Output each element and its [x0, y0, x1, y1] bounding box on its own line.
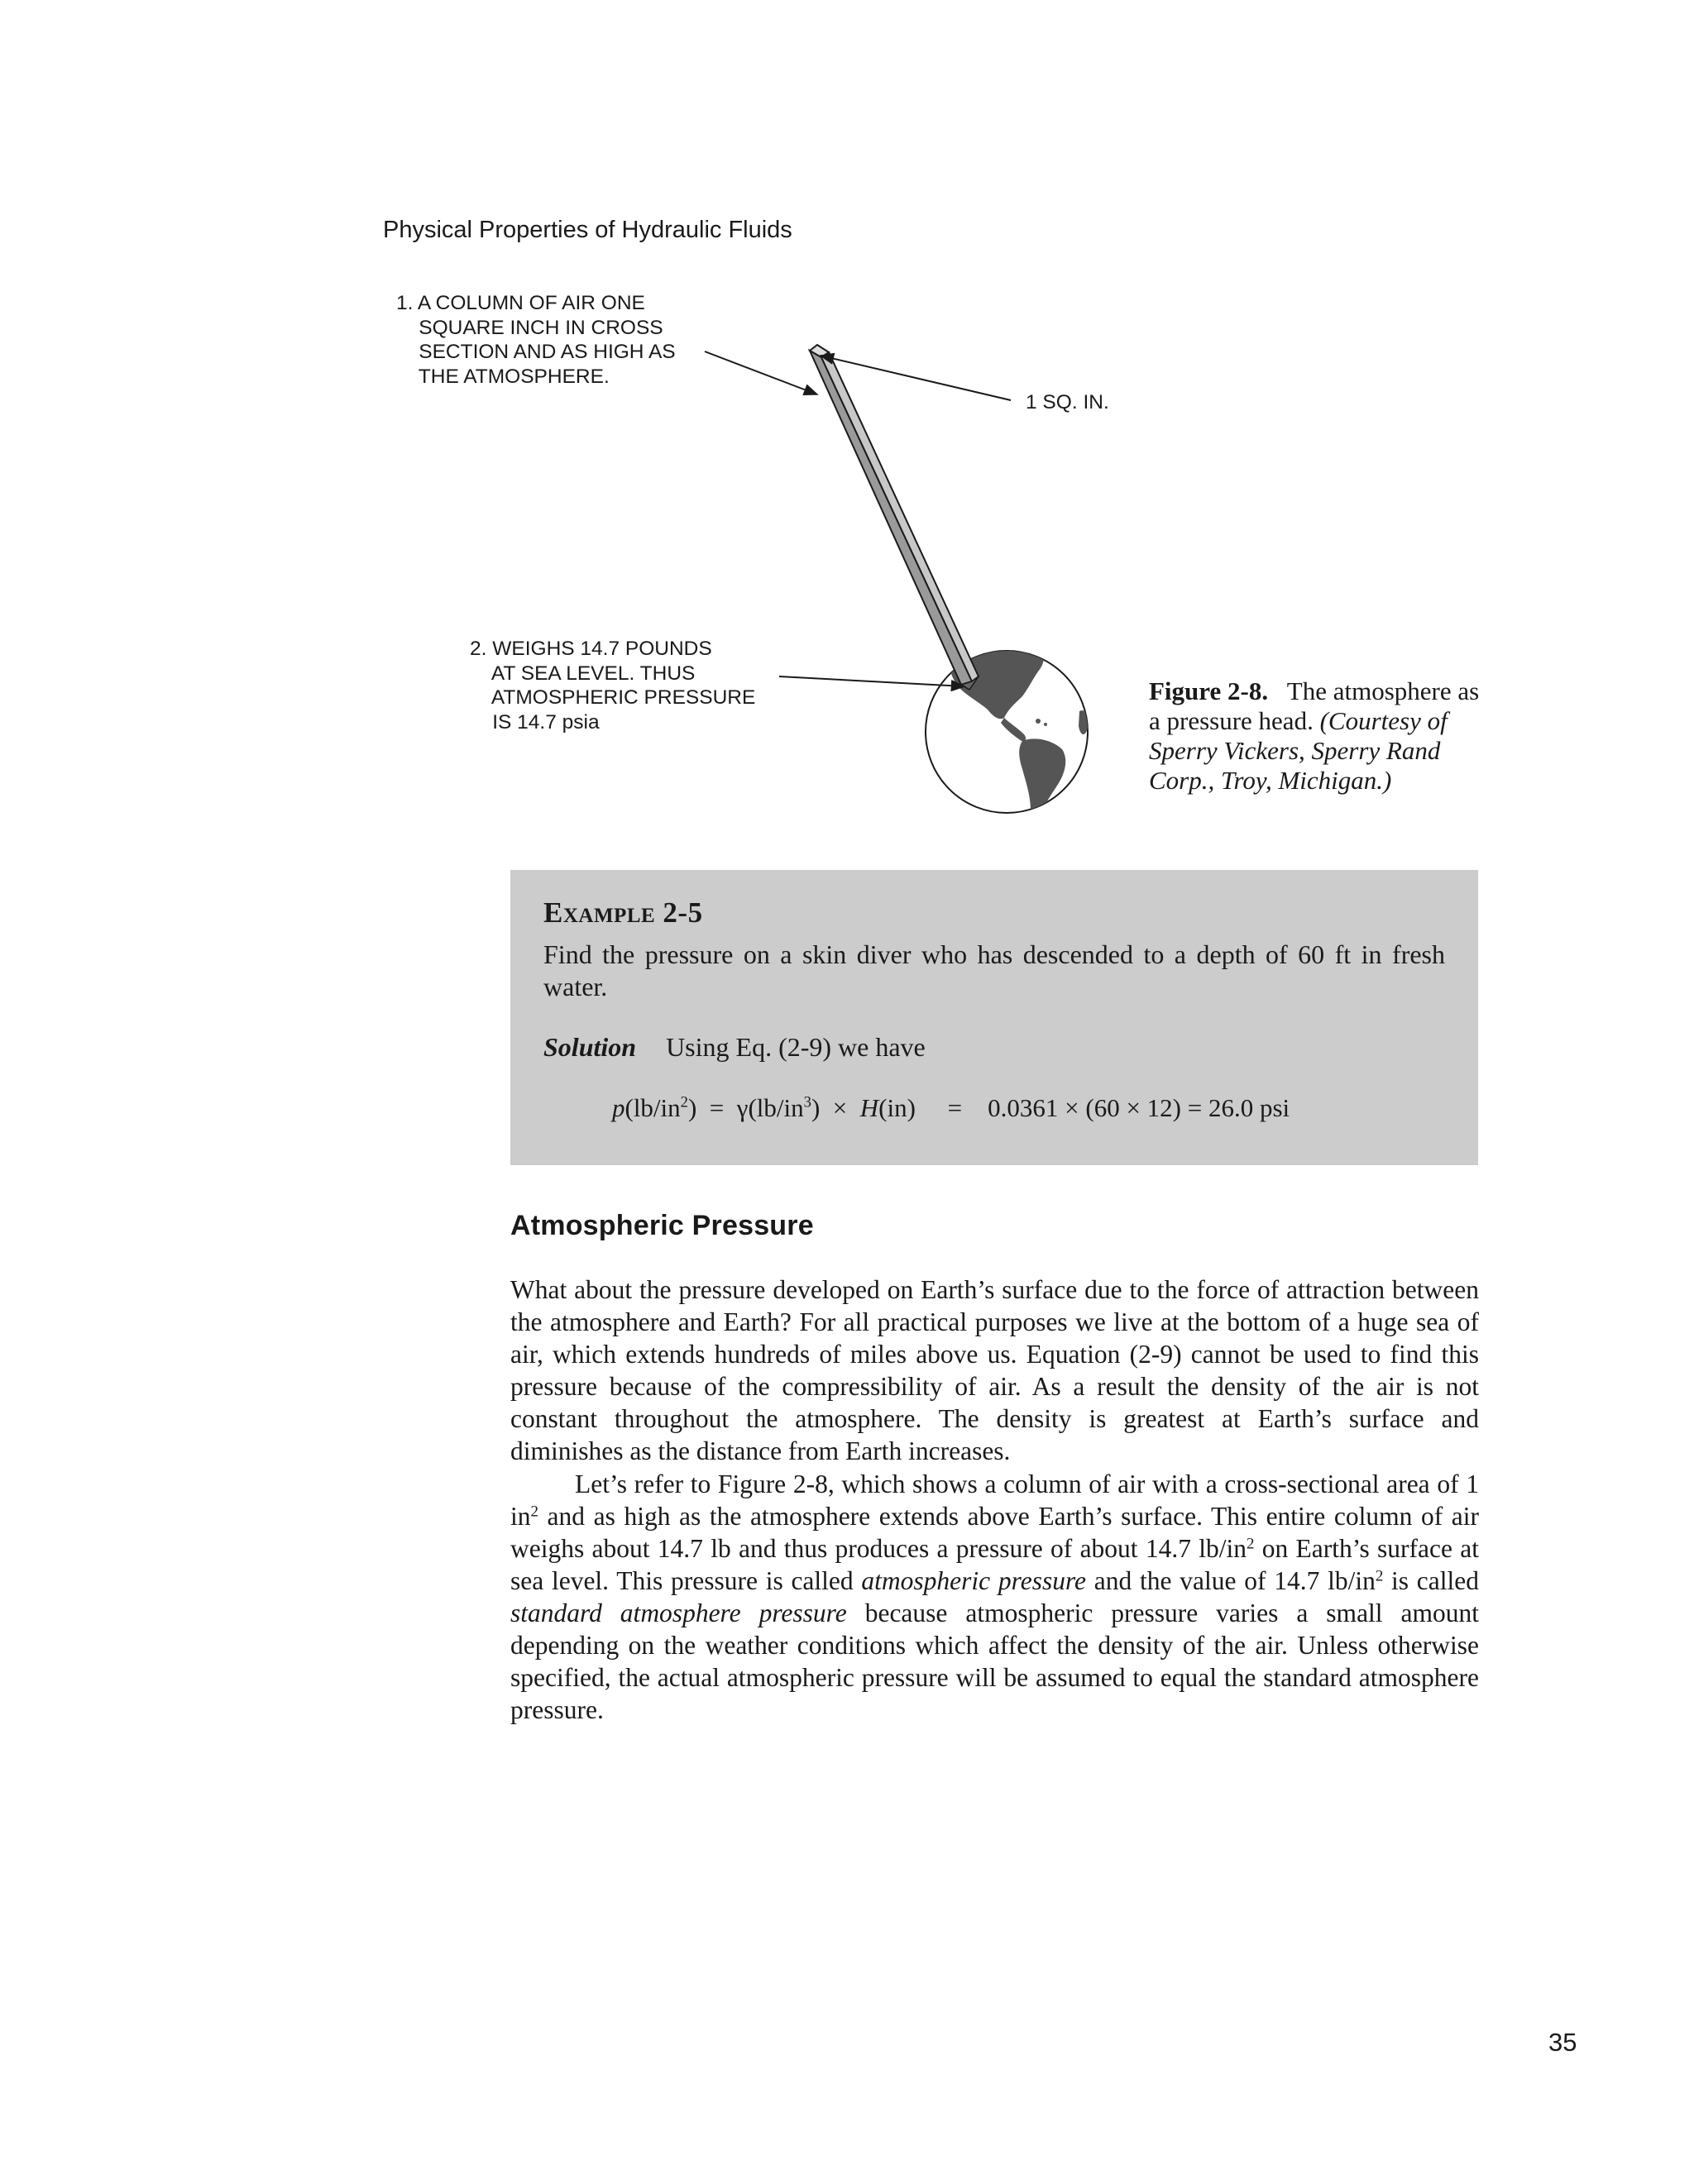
leader-line-2 — [779, 676, 964, 686]
figure-callout-2: 2. WEIGHS 14.7 POUNDS AT SEA LEVEL. THUS ATMOSPHERIC PRESSURE IS 14.7 psia — [470, 638, 756, 734]
figure-caption — [1149, 676, 1496, 796]
section-heading: Atmospheric Pressure — [510, 1210, 814, 1241]
example-box — [510, 870, 1478, 1165]
figure-callout-1: 1. A COLUMN OF AIR ONE SQUARE INCH IN CROSS SECTION AND AS HIGH AS THE ATMOSPHERE. — [396, 292, 676, 388]
example-title: Example 2-5 — [543, 896, 703, 929]
leader-line-1 — [705, 351, 817, 394]
solution-text: Using Eq. (2-9) we have — [666, 1032, 926, 1062]
paragraph-1: What about the pressure developed on Earth’s surface due to the force of attraction between the atmosphere and Earth? For all practical purposes we live at the bottom of a huge sea of air, which extends hundreds of miles above us. Equation (2-9) cannot be used to find this pressure because of the compressibility of air. As a result the density of the air is not constant throughout the atmosphere. The density is greatest at Earth’s surface and diminishes as the distance from Earth increases. — [510, 1275, 1479, 1466]
term-standard-atmosphere-pressure: standard atmosphere pressure — [510, 1598, 847, 1627]
paragraph-2: Let’s refer to Figure 2-8, which shows a column of air with a cross-sectional area of 1 $in^2$ and as high as the atmosphere extends above Earth’s surface. This entire column of air weighs about 14.7 lb and thus produces a pressure of about 14.7 $lb/in^2$ on Earth’s surface at sea level. This pressure is called atmospheric pressure and the value of 14.7 $lb/in^2$ is called standard atmosphere pressure because atmospheric pressure varies a small amount depending on the weather conditions which affect the density of the air. Unless otherwise specified, the actual atmospheric pressure will be assumed to equal the standard atmosphere pressure. — [510, 1469, 1479, 1725]
solution-label: Solution — [543, 1032, 637, 1062]
air-column — [810, 345, 979, 690]
body-text — [510, 1274, 1479, 1726]
equation-rhs: 0.0361 × (60 × 12) = 26.0 psi — [988, 1093, 1290, 1122]
example-solution — [543, 1032, 926, 1063]
figure-caption-text: The atmosphere as a pressure head. — [1149, 676, 1480, 735]
example-equation: $p(lb/in^2) = \gamma(lb/in^3) \times H(in)$ = 0.0361 × (60 × 12) = 26.0 psi — [612, 1093, 1290, 1122]
running-head: Physical Properties of Hydraulic Fluids — [383, 217, 792, 243]
example-problem: Find the pressure on a skin diver who has descended to a depth of 60 ft in fresh water. — [543, 939, 1445, 1001]
figure-caption-credit: (Courtesy of Sperry Vickers, Sperry Rand Corp., Troy, Michigan.) — [1149, 706, 1448, 795]
figure-caption-number: Figure 2-8. — [1149, 676, 1269, 705]
term-atmospheric-pressure: atmospheric pressure — [861, 1565, 1087, 1595]
leader-line-area — [821, 356, 1011, 400]
page-number: 35 — [1548, 2028, 1577, 2057]
figure-label-area: 1 SQ. IN. — [1026, 391, 1109, 413]
